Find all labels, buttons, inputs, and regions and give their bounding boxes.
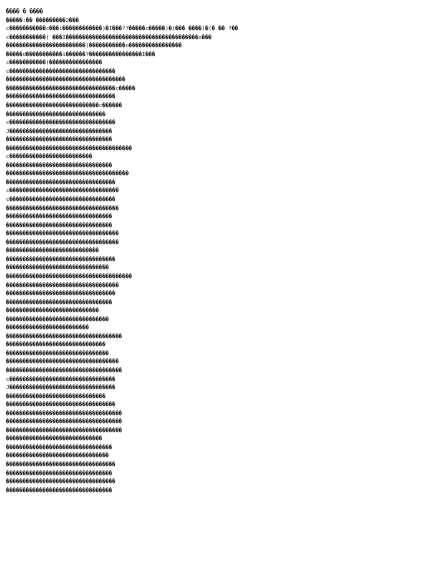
document-line: ����������������������������c������ [6, 103, 123, 110]
document-line: ��������������������������������� [6, 179, 116, 186]
document-line: ���������������������������������� [6, 359, 119, 366]
document-line: ����������������������������������� [6, 419, 123, 426]
document-line: ���������������������������������� [6, 239, 119, 246]
document-line: ������������������������������ [6, 393, 106, 400]
document-line: c�������������������������������� [6, 376, 116, 383]
document-line: c�������������������������������� [6, 120, 116, 127]
document-line: ��������������������������������� [6, 291, 116, 298]
document-line: ��������������������������������� [6, 94, 116, 101]
document-line: ������������������������������� [6, 265, 109, 272]
document-line: �������������������������������� [6, 222, 113, 229]
document-line: ���������������������������������c����� [6, 85, 136, 92]
document-line: �������������������������������� [6, 137, 113, 144]
document-line: ������������������������(�����������o���������������� [6, 43, 182, 50]
document-line: �������������������������������������� [6, 145, 133, 152]
document-line: ������������������������������� [6, 350, 109, 357]
document-line: J�������������������������������� [6, 385, 116, 392]
document-line: �������������������������������� [6, 162, 113, 169]
document-line: ���������������������������������� [6, 282, 119, 289]
document-line: ������������������������������ [6, 342, 106, 349]
document-line: ��������������������������������� [6, 479, 116, 486]
document-line: c������������������������� [6, 154, 93, 161]
document-line: ���������������������������������� [6, 231, 119, 238]
document-line: �����d�����������i������?����������������I��� [6, 51, 156, 58]
document-line: �������������������������������� [6, 299, 113, 306]
document-line: J������������������������������� [6, 128, 113, 135]
document-line: ����������������������������� [6, 436, 103, 443]
document-line: �������������������������������������� [6, 273, 133, 280]
document-line: ������������������������������ [6, 111, 106, 118]
document-line: ������������������������������������� [6, 171, 129, 178]
document-line: �������������������������������� [6, 444, 113, 451]
document-line: �������������������������������� [6, 470, 113, 477]
document-line: c�������������������������������� [6, 68, 116, 75]
document-line: ������������������������������������ [6, 77, 126, 84]
document-line: �������������������������������� [6, 214, 113, 221]
document-line: ����������������������������������� [6, 333, 123, 340]
document-line: �������������������������������� [6, 487, 113, 494]
document-line: �����:�� ���������2��� [6, 17, 79, 24]
document-line: ������������������������� [6, 325, 89, 332]
document-line: c�������������������������������� [6, 197, 116, 204]
document-line: ����������������������������������� [6, 367, 123, 374]
document-line: c�����������c���i������������)�I���??�����c�����)�(��� ����)�(� �� ?�� [6, 26, 239, 33]
document-line: �ٔ��� � ���� [6, 9, 44, 15]
document-body [6, 8, 442, 495]
document-line: c�����������( ���I����������������������������������������o��� [6, 34, 212, 41]
document-line: ���������������������������� [6, 308, 99, 315]
document-line: ����������������������������������� [6, 427, 123, 434]
document-line: ������������������������������� [6, 316, 109, 323]
document-line: ��������������������������������� [6, 461, 116, 468]
document-line: ���������������������������������� [6, 205, 119, 212]
document-line: ��������������������������������� [6, 256, 116, 263]
document-line: ��������������������������������� [6, 402, 116, 409]
document-line: c�����������(���������������� [6, 60, 103, 67]
document-line: ������������������������������� [6, 453, 109, 460]
document-line: ���������������������������� [6, 248, 99, 255]
document-line: ����������������������������������� [6, 410, 123, 417]
document-line: c��������������������������������� [6, 188, 119, 195]
